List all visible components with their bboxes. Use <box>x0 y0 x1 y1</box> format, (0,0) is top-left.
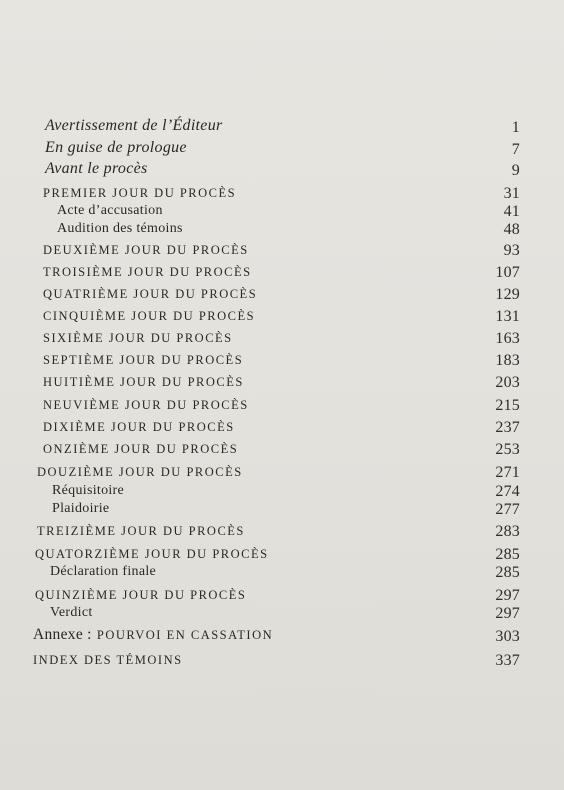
toc-subentry <box>0 499 564 521</box>
toc-entry-page: 283 <box>495 523 520 540</box>
toc-entry-title: Plaidoirie <box>52 501 110 516</box>
toc-entry-title: HUITIÈME JOUR DU PROCÈS <box>43 375 244 389</box>
toc-entry-title: DOUZIÈME JOUR DU PROCÈS <box>37 465 243 479</box>
toc-entry-title: Acte d’accusation <box>57 203 163 218</box>
toc-entry-page: 93 <box>503 242 520 259</box>
toc-entry-title: En guise de prologue <box>45 139 187 156</box>
toc-entry-title: TREIZIÈME JOUR DU PROCÈS <box>37 524 245 538</box>
toc-entry-title: Avant le procès <box>45 160 148 177</box>
toc-entry-title: QUATRIÈME JOUR DU PROCÈS <box>43 287 258 301</box>
toc-entry-title: INDEX DES TÉMOINS <box>33 653 183 667</box>
toc-entry <box>0 395 564 417</box>
toc-entry-page: 285 <box>495 546 520 563</box>
toc-entry-page: 9 <box>511 162 520 179</box>
toc-entry-title: Audition des témoins <box>57 221 183 236</box>
toc-entry <box>0 240 564 262</box>
toc-entry-page: 183 <box>495 352 520 369</box>
toc-entry-title: Réquisitoire <box>52 483 125 498</box>
toc-subentry <box>0 562 564 584</box>
toc-entry-title: QUATORZIÈME JOUR DU PROCÈS <box>35 547 269 561</box>
toc-entry-page: 107 <box>495 264 520 281</box>
toc-entry-title: Avertissement de l’Éditeur <box>45 117 223 134</box>
toc-entry <box>0 139 564 161</box>
toc-entry <box>0 328 564 350</box>
toc-entry-title: TROISIÈME JOUR DU PROCÈS <box>43 265 252 279</box>
toc-entry-page: 215 <box>495 397 520 414</box>
toc-entry-page: 41 <box>503 203 520 220</box>
toc-entry <box>0 350 564 372</box>
toc-entry-page: 1 <box>511 119 520 136</box>
toc-entry-page: 203 <box>495 374 520 391</box>
toc-entry <box>0 117 564 139</box>
toc-entry-title: DIXIÈME JOUR DU PROCÈS <box>43 420 235 434</box>
toc-entry-page: 131 <box>495 308 520 325</box>
toc-entry-title: QUINZIÈME JOUR DU PROCÈS <box>35 588 247 602</box>
toc-entry-page: 31 <box>503 185 520 202</box>
toc-entry-page: 237 <box>495 419 520 436</box>
toc-entry-page: 129 <box>495 286 520 303</box>
toc-entry-title: Verdict <box>50 605 93 620</box>
toc-subentry <box>0 603 564 625</box>
toc-subentry <box>0 219 564 241</box>
toc-entry-prefix: Annexe : <box>33 626 92 643</box>
toc-entry-page: 163 <box>495 330 520 347</box>
toc-entry-title-text: POURVOI EN CASSATION <box>96 628 274 642</box>
toc-entry-title <box>33 624 273 644</box>
toc-entry <box>0 306 564 328</box>
toc-entry <box>0 372 564 394</box>
toc-entry <box>0 439 564 461</box>
toc-entry-title: ONZIÈME JOUR DU PROCÈS <box>43 442 239 456</box>
toc-entry-page: 274 <box>495 483 520 500</box>
toc-entry-page: 337 <box>495 652 520 669</box>
toc-entry-page: 297 <box>495 605 520 622</box>
toc-entry <box>0 626 564 648</box>
toc-entry-page: 285 <box>495 564 520 581</box>
toc-entry-page: 271 <box>495 464 520 481</box>
toc-entry-title: NEUVIÈME JOUR DU PROCÈS <box>43 398 249 412</box>
toc-entry-page: 253 <box>495 441 520 458</box>
toc-entry-title: SIXIÈME JOUR DU PROCÈS <box>43 331 233 345</box>
toc-entry-page: 277 <box>495 501 520 518</box>
toc-entry-page: 297 <box>495 587 520 604</box>
toc-entry-title: DEUXIÈME JOUR DU PROCÈS <box>43 243 249 257</box>
toc-entry-title: CINQUIÈME JOUR DU PROCÈS <box>43 309 256 323</box>
toc-entry <box>0 262 564 284</box>
toc-entry-page: 48 <box>503 221 520 238</box>
toc-entry <box>0 160 564 182</box>
toc-entry-page: 303 <box>495 628 520 645</box>
toc-entry <box>0 417 564 439</box>
toc-entry <box>0 284 564 306</box>
toc-entry-title: SEPTIÈME JOUR DU PROCÈS <box>43 353 244 367</box>
toc-entry <box>0 650 564 672</box>
toc-entry-title: Déclaration finale <box>50 564 157 579</box>
toc-entry <box>0 521 564 543</box>
toc-entry-title: PREMIER JOUR DU PROCÈS <box>43 186 237 200</box>
toc-entry-page: 7 <box>511 141 520 158</box>
